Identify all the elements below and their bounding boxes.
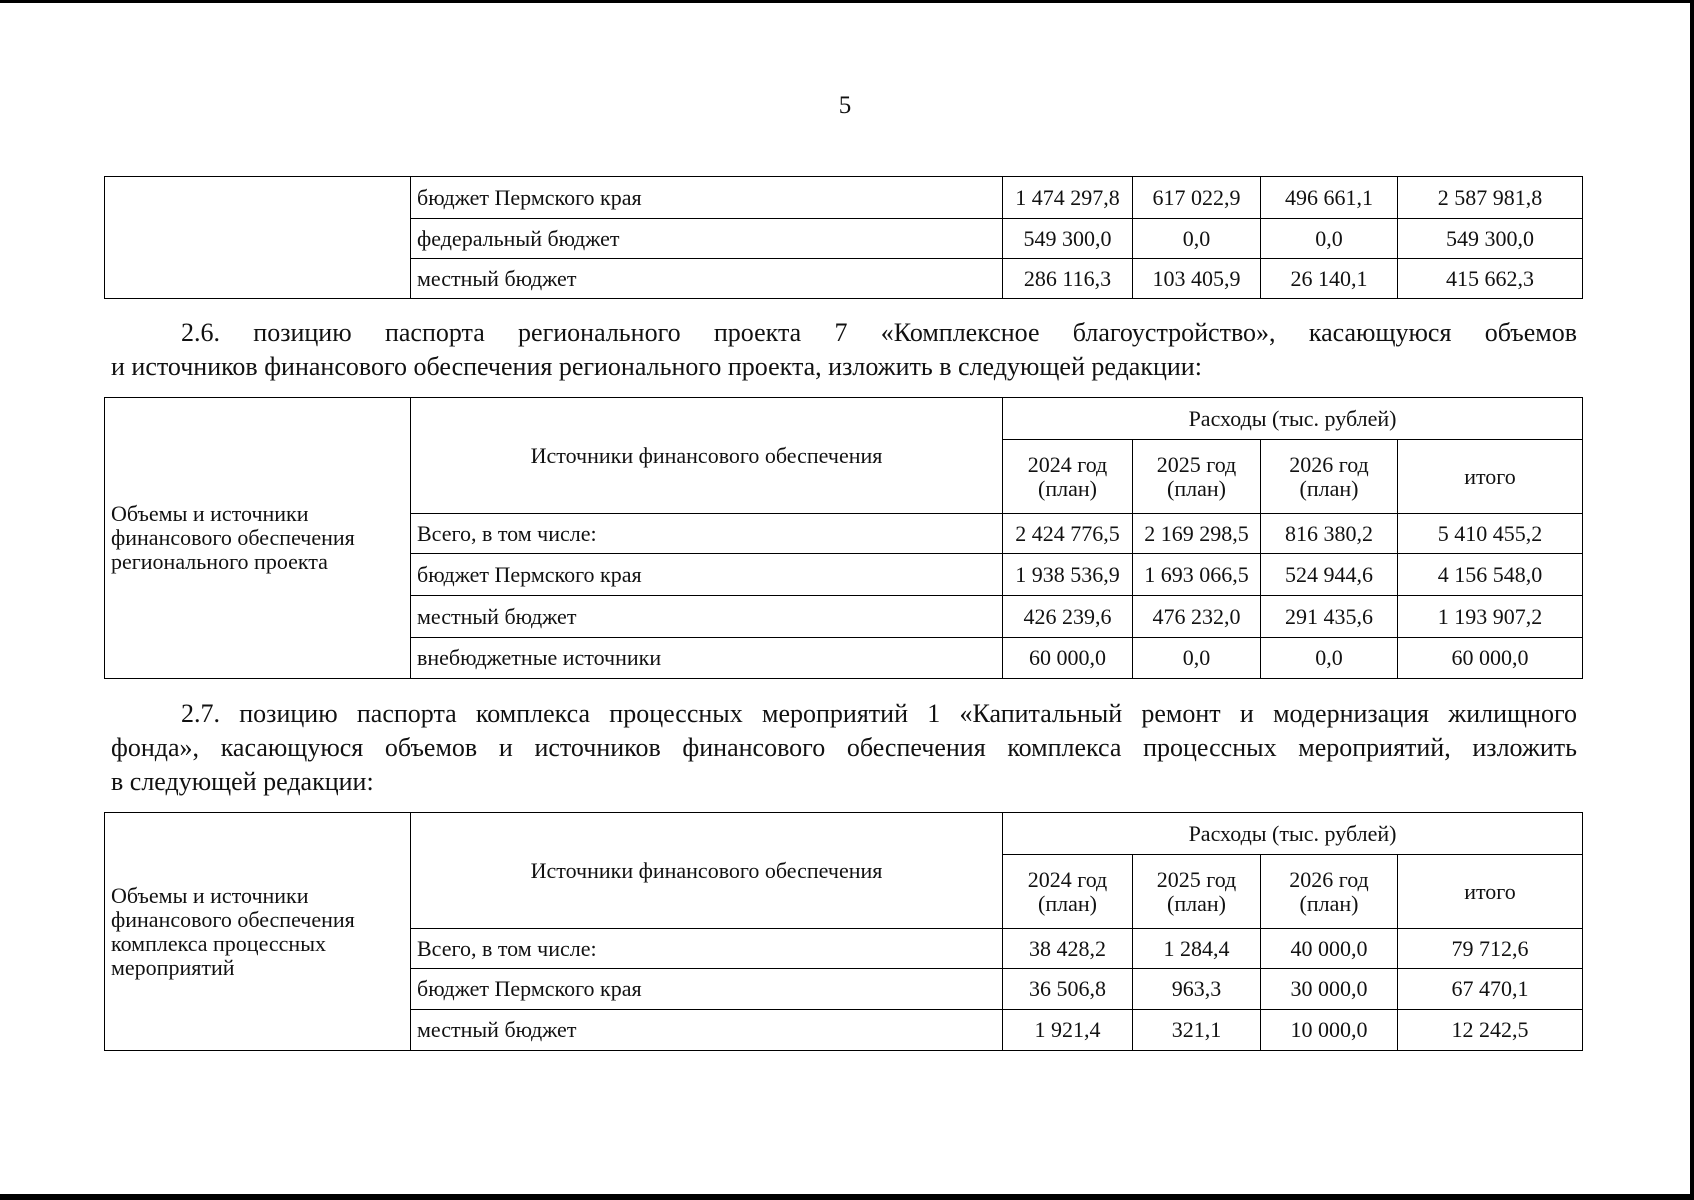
value-2024: 1 921,4 xyxy=(1003,1010,1133,1051)
value-2024: 1 474 297,8 xyxy=(1003,177,1133,219)
scan-border-top xyxy=(0,0,1694,3)
scan-border-right xyxy=(1690,0,1694,1200)
expenses-header: Расходы (тыс. рублей) xyxy=(1003,398,1583,440)
source-cell: внебюджетные источники xyxy=(411,638,1003,679)
year-header: 2024 год (план) xyxy=(1003,855,1133,929)
value-2025: 617 022,9 xyxy=(1133,177,1261,219)
value-2025: 1 693 066,5 xyxy=(1133,554,1261,596)
value-total: 12 242,5 xyxy=(1398,1010,1583,1051)
source-cell: бюджет Пермского края xyxy=(411,177,1003,219)
value-2026: 0,0 xyxy=(1261,638,1398,679)
value-2025: 476 232,0 xyxy=(1133,596,1261,638)
paragraph-line: и источников финансового обеспечения регионального проекта, изложить в следующей редакции: xyxy=(111,352,1202,381)
empty-label-cell xyxy=(105,177,411,299)
year-header: 2024 год (план) xyxy=(1003,440,1133,514)
value-2026: 816 380,2 xyxy=(1261,514,1398,554)
value-2024: 60 000,0 xyxy=(1003,638,1133,679)
value-2024: 426 239,6 xyxy=(1003,596,1133,638)
paragraph-2-6 xyxy=(111,316,1577,384)
scan-border-bottom xyxy=(0,1194,1694,1200)
value-total: 415 662,3 xyxy=(1398,259,1583,299)
source-cell: Всего, в том числе: xyxy=(411,929,1003,969)
value-2025: 0,0 xyxy=(1133,638,1261,679)
value-2026: 524 944,6 xyxy=(1261,554,1398,596)
table-label-cell: Объемы и источники финансового обеспечения регионального проекта xyxy=(105,398,411,679)
value-2024: 549 300,0 xyxy=(1003,219,1133,259)
source-cell: местный бюджет xyxy=(411,596,1003,638)
value-2024: 38 428,2 xyxy=(1003,929,1133,969)
sources-header: Источники финансового обеспечения xyxy=(411,813,1003,929)
paragraph-line: в следующей редакции: xyxy=(111,767,374,796)
value-total: 1 193 907,2 xyxy=(1398,596,1583,638)
year-header: 2026 год (план) xyxy=(1261,440,1398,514)
value-total: 2 587 981,8 xyxy=(1398,177,1583,219)
value-2024: 36 506,8 xyxy=(1003,969,1133,1010)
table-header-row xyxy=(105,398,1583,440)
value-total: 67 470,1 xyxy=(1398,969,1583,1010)
financing-table-process-measures xyxy=(104,812,1583,1051)
value-2026: 40 000,0 xyxy=(1261,929,1398,969)
year-header: 2026 год (план) xyxy=(1261,855,1398,929)
expenses-header: Расходы (тыс. рублей) xyxy=(1003,813,1583,855)
year-header: 2025 год (план) xyxy=(1133,855,1261,929)
value-2025: 103 405,9 xyxy=(1133,259,1261,299)
value-total: 79 712,6 xyxy=(1398,929,1583,969)
table-row xyxy=(105,177,1583,219)
value-2025: 963,3 xyxy=(1133,969,1261,1010)
paragraph-2-7 xyxy=(111,697,1577,799)
source-cell: бюджет Пермского края xyxy=(411,969,1003,1010)
page-number: 5 xyxy=(838,92,852,119)
value-total: 5 410 455,2 xyxy=(1398,514,1583,554)
source-cell: Всего, в том числе: xyxy=(411,514,1003,554)
financing-table-continuation xyxy=(104,176,1583,299)
source-cell: местный бюджет xyxy=(411,259,1003,299)
paragraph-line: 2.6. позицию паспорта регионального проекта 7 «Комплексное благоустройство», касающуюся объемов xyxy=(181,318,1577,347)
value-2026: 10 000,0 xyxy=(1261,1010,1398,1051)
value-2025: 0,0 xyxy=(1133,219,1261,259)
total-header: итого xyxy=(1398,440,1583,514)
table-header-row xyxy=(105,813,1583,855)
value-2026: 496 661,1 xyxy=(1261,177,1398,219)
table-label-cell: Объемы и источники финансового обеспечения комплекса процессных мероприятий xyxy=(105,813,411,1051)
value-2024: 2 424 776,5 xyxy=(1003,514,1133,554)
value-2026: 291 435,6 xyxy=(1261,596,1398,638)
value-2026: 26 140,1 xyxy=(1261,259,1398,299)
value-2025: 1 284,4 xyxy=(1133,929,1261,969)
value-total: 60 000,0 xyxy=(1398,638,1583,679)
source-cell: федеральный бюджет xyxy=(411,219,1003,259)
year-header: 2025 год (план) xyxy=(1133,440,1261,514)
source-cell: бюджет Пермского края xyxy=(411,554,1003,596)
value-2026: 30 000,0 xyxy=(1261,969,1398,1010)
value-total: 4 156 548,0 xyxy=(1398,554,1583,596)
paragraph-line: 2.7. позицию паспорта комплекса процессных мероприятий 1 «Капитальный ремонт и модернизация жилищного xyxy=(181,699,1577,728)
source-cell: местный бюджет xyxy=(411,1010,1003,1051)
paragraph-line: фонда», касающуюся объемов и источников финансового обеспечения комплекса процессных мероприятий, изложить xyxy=(111,733,1577,762)
value-2025: 321,1 xyxy=(1133,1010,1261,1051)
value-2024: 286 116,3 xyxy=(1003,259,1133,299)
sources-header: Источники финансового обеспечения xyxy=(411,398,1003,514)
value-2025: 2 169 298,5 xyxy=(1133,514,1261,554)
value-2026: 0,0 xyxy=(1261,219,1398,259)
value-2024: 1 938 536,9 xyxy=(1003,554,1133,596)
value-total: 549 300,0 xyxy=(1398,219,1583,259)
total-header: итого xyxy=(1398,855,1583,929)
financing-table-regional-project xyxy=(104,397,1583,679)
